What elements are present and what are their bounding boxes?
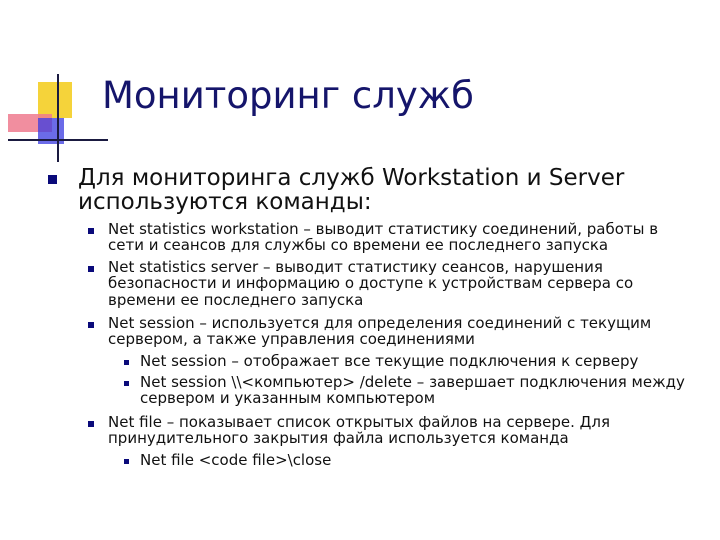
list-item-net-session: Net session – используется для определения соединений с текущим сервером, а также управления соединениями: [108, 314, 652, 349]
bullet-square-icon: [124, 459, 129, 464]
sub-item-net-session-list: Net session – отображает все текущие подключения к серверу: [140, 352, 639, 370]
list-item-net-statistics-workstation: Net statistics workstation – выводит статистику соединений, работы в сети и сеансов для службы со времени ее последнего запуска: [108, 220, 659, 255]
main-point: Для мониторинга служб Workstation и Server используются команды:: [78, 165, 625, 215]
bullet-square-icon: [48, 175, 57, 184]
bullet-square-icon: [88, 421, 94, 427]
sub-item-net-session-delete: Net session \\<компьютер> /delete – завершает подключения между сервером и указанным компьютером: [140, 373, 685, 408]
sub-item-net-file-close: Net file <code file>\close: [140, 451, 332, 469]
list-item-net-statistics-server: Net statistics server – выводит статистику сеансов, нарушения безопасности и информацию о доступе к устройствам сервера со времени ее последнего запуска: [108, 258, 634, 309]
bullet-square-icon: [88, 266, 94, 272]
slide-logo-graphic: [8, 74, 108, 164]
list-item-net-file: Net file – показывает список открытых файлов на сервере. Для принудительного закрытия файла используется команда: [108, 413, 611, 448]
bullet-square-icon: [124, 360, 129, 365]
bullet-square-icon: [88, 228, 94, 234]
logo-yellow-block: [38, 82, 72, 118]
bullet-square-icon: [88, 322, 94, 328]
bullet-square-icon: [124, 381, 129, 386]
slide-title: Мониторинг служб: [102, 74, 474, 117]
